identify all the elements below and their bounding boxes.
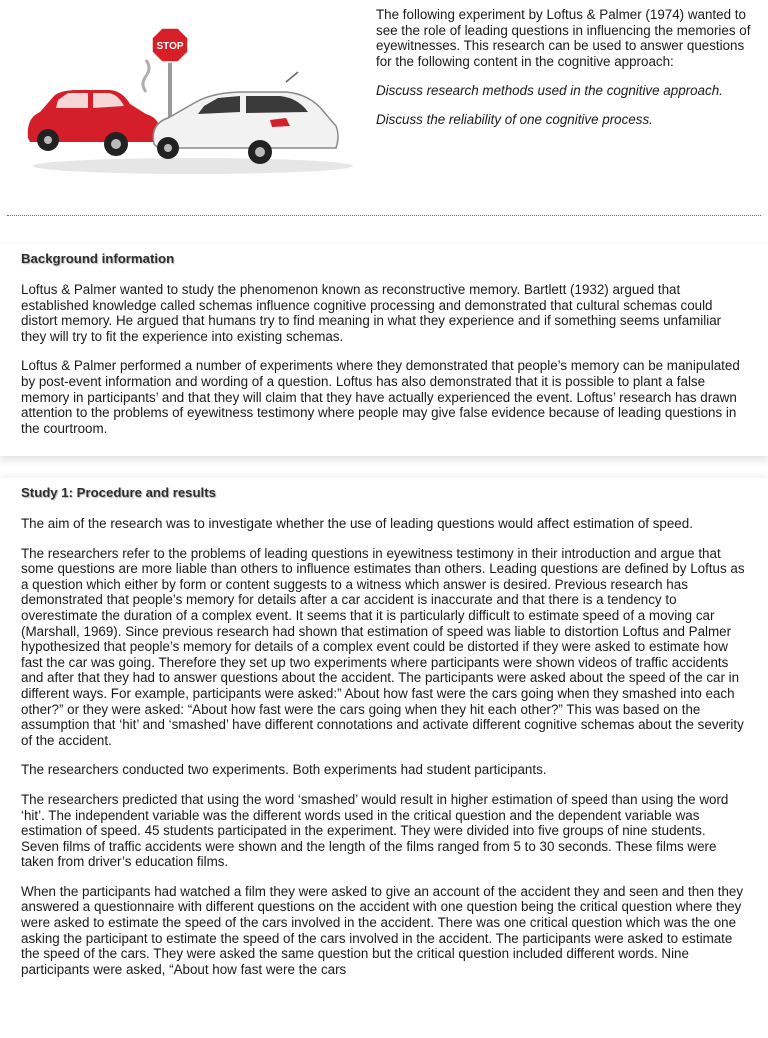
study1-paragraph-5: When the participants had watched a film they were asked to give an account of the accident they and seen and then they answered a questionnaire with different questions on the accident with one question being the critical question where they were asked to estimate the speed of the cars involved in the accident. There was one critical question which was the one asking the participant to estimate the speed of the cars involved in the accident. The participants were asked to estimate the speed of the cars. They were asked the same question but the critical question included different words. Nine participants were asked, “About how fast were the cars [21, 883, 744, 977]
question-1: Discuss research methods used in the cognitive approach. [376, 83, 723, 99]
study1-paragraph-3: The researchers conducted two experiments. Both experiments had student participants. [21, 762, 547, 778]
background-paragraph-2: Loftus & Palmer performed a number of experiments where they demonstrated that people’s memory can be manipulated by post-event information and wording of a question. Loftus has also demonstrated that it is possible to plant a false memory in participants’ and that they will claim that they have actually experienced the event. Loftus’ research has drawn attention to the problems of eyewitness testimony where people may give false evidence because of leading questions in the courtroom. [21, 358, 740, 436]
study1-paragraph-2: The researchers refer to the problems of leading questions in eyewitness testimony in their introduction and argue that some questions are more liable than others to influence estimates than others. Leading questions are defined by Loftus as a question which either by form or content suggests to a witness which answer is desired. Previous research has demonstrated that people’s memory for details after a car accident is inaccurate and that there is a tendency to overestimate the duration of a complex event. It seems that it is particularly difficult to estimate speed of a moving car (Marshall, 1969). Since previous research had shown that estimation of speed was liable to distortion Loftus and Palmer hypothesized that people’s memory for details of a complex event could be distorted if they were asked to estimate how fast the car was going. Therefore they set up two experiments where participants were shown videos of traffic accidents and after that they had to answer questions about the accident. The participants were asked about the speed of the car in different ways. For example, participants were asked:” About how fast were the cars going when they smashed into each other?” or they were asked: “About how fast were the cars going when they hit each other?” This was based on the assumption that ‘hit’ and ‘smashed’ have different connotations and activate different cognitive schemas about the severity of the accident. [21, 545, 745, 748]
stop-sign-text: STOP [156, 41, 184, 52]
section-divider [7, 215, 761, 216]
background-heading: Background information [21, 251, 175, 266]
intro-text [376, 7, 756, 141]
white-car-icon [153, 72, 338, 164]
background-paragraph-1: Loftus & Palmer wanted to study the phenomenon known as reconstructive memory. Bartlett (1932) argued that established knowledge called schemas influence cognitive processing and demonstrated that cultural schemas could distort memory. He argued that humans try to find meaning in what they experience and if something seems unfamiliar they will try to fit the experience into existing schemas. [21, 282, 722, 344]
study1-paragraph-1: The aim of the research was to investigate whether the use of leading questions would affect estimation of speed. [21, 516, 693, 531]
smoke-icon [143, 60, 149, 92]
study1-heading: Study 1: Procedure and results [21, 485, 216, 500]
question-2: Discuss the reliability of one cognitive process. [376, 111, 653, 127]
study1-section [0, 478, 768, 1038]
study1-paragraph-4: The researchers predicted that using the word ‘smashed’ would result in higher estimation of speed than using the word ‘hit’. The independent variable was the different words used in the critical question and the dependent variable was estimation of speed. 45 students participated in the experiment. They were divided into five groups of nine students. Seven films of traffic accidents were shown and the length of the films ranged from 5 to 30 seconds. These films were taken from driver’s education films. [21, 791, 729, 870]
intro-paragraph: The following experiment by Loftus & Palmer (1974) wanted to see the role of leading questions in influencing the memories of eyewitnesses. This research can be used to answer questions for the following content in the cognitive approach: [376, 7, 751, 69]
shadow [33, 158, 353, 174]
car-crash-illustration [18, 20, 363, 195]
background-section [0, 244, 768, 456]
red-car-icon [28, 90, 160, 156]
